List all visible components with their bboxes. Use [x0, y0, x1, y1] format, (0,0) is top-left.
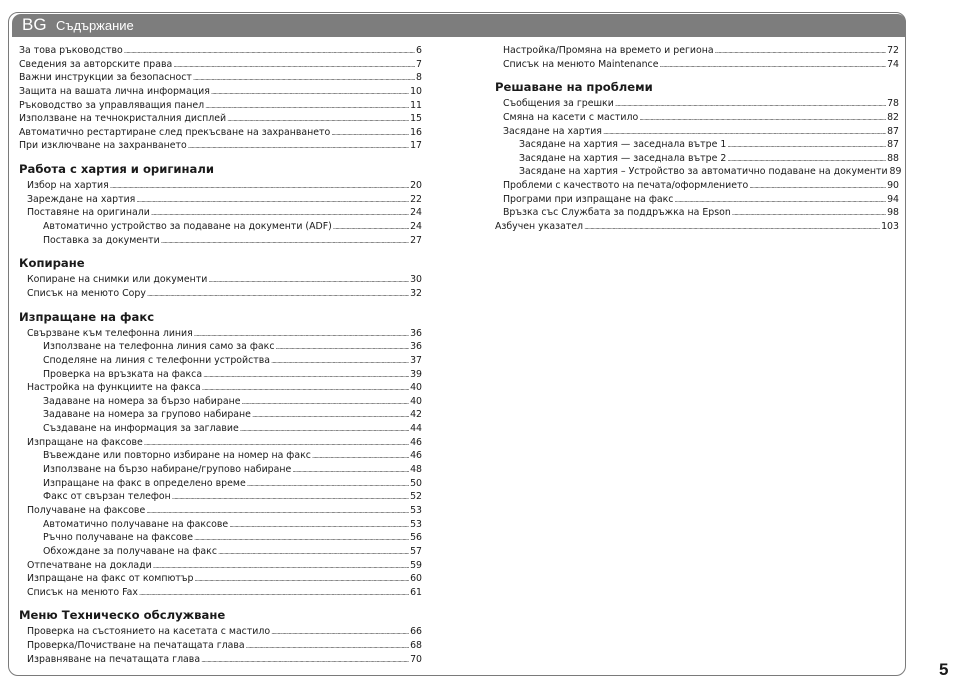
toc-entry-title: Засядане на хартия – Устройство за автоматично подаване на документи [519, 166, 888, 178]
dot-leader [193, 72, 415, 86]
toc-entry-page: 36 [410, 341, 422, 353]
toc-entry[interactable] [19, 58, 422, 72]
dot-leader [139, 587, 409, 601]
toc-entry-title: Изпращане на факс в определено време [43, 477, 246, 489]
toc-entry-page: 8 [416, 72, 422, 84]
dot-leader [211, 86, 409, 100]
dot-leader [151, 207, 409, 221]
dot-leader [715, 45, 886, 59]
toc-entry-page: 7 [416, 58, 422, 70]
toc-column-right [495, 44, 902, 234]
toc-entry[interactable] [19, 408, 422, 422]
toc-entry-page: 46 [410, 450, 422, 462]
toc-entry[interactable] [19, 381, 422, 395]
toc-entry-title: Автоматично получаване на факсове [43, 518, 229, 530]
toc-entry[interactable] [19, 327, 422, 341]
toc-entry-title: Засядане на хартия [503, 125, 602, 137]
toc-entry[interactable] [495, 138, 899, 152]
toc-section-heading: Работа с хартия и оригинали [19, 162, 214, 177]
toc-entry-page: 68 [410, 640, 422, 652]
toc-entry-page: 88 [887, 152, 899, 164]
toc-entry-title: Списък на менюто Copy [27, 287, 146, 299]
toc-entry[interactable] [495, 165, 902, 179]
toc-entry[interactable] [19, 112, 422, 126]
toc-entry-title: Изравняване на печатащата глава [27, 653, 201, 665]
toc-entry[interactable] [19, 490, 422, 504]
dot-leader [331, 127, 409, 141]
toc-entry-page: 82 [887, 111, 899, 123]
toc-entry[interactable] [19, 653, 422, 667]
dot-leader [639, 112, 886, 126]
toc-entry[interactable] [495, 152, 899, 166]
dot-leader [241, 396, 409, 410]
toc-entry[interactable] [495, 97, 899, 111]
toc-entry-page: 40 [410, 395, 422, 407]
dot-leader [252, 409, 409, 423]
toc-entry[interactable] [19, 179, 422, 193]
toc-entry-title: Автоматично устройство за подаване на документи (ADF) [43, 221, 332, 233]
toc-entry-title: Проблеми с качеството на печата/оформлението [503, 180, 749, 192]
toc-entry-title: Програми при изпращане на факс [503, 193, 674, 205]
toc-entry-title: Въвеждане или повторно избиране на номер на факс [43, 450, 311, 462]
toc-entry-page: 16 [410, 126, 422, 138]
toc-entry-page: 50 [410, 477, 422, 489]
toc-entry[interactable] [19, 504, 422, 518]
toc-entry-page: 53 [410, 504, 422, 516]
toc-entry[interactable] [19, 559, 422, 573]
page-header [12, 14, 906, 37]
dot-leader [110, 180, 409, 194]
dot-leader [172, 491, 409, 505]
dot-leader [333, 221, 409, 235]
toc-entry-title: Ръчно получаване на факсове [43, 532, 193, 544]
toc-entry-page: 40 [410, 382, 422, 394]
toc-entry-page: 36 [410, 327, 422, 339]
page-number: 5 [939, 660, 949, 679]
dot-leader [136, 194, 409, 208]
toc-entry[interactable] [19, 395, 422, 409]
dot-leader [161, 235, 409, 249]
toc-entry-title: Списък на менюто Maintenance [503, 58, 659, 70]
toc-entry-page: 59 [410, 559, 422, 571]
dot-leader [727, 139, 886, 153]
toc-entry[interactable] [19, 287, 422, 301]
toc-entry-title: Използване на течнокристалния дисплей [19, 113, 227, 125]
toc-entry[interactable] [19, 99, 422, 113]
dot-leader [194, 573, 409, 587]
toc-entry-page: 52 [410, 491, 422, 503]
toc-entry-page: 72 [887, 45, 899, 56]
toc-entry-page: 24 [410, 207, 422, 219]
language-code: BG [22, 15, 47, 34]
dot-leader [218, 546, 409, 560]
toc-entry[interactable] [19, 463, 422, 477]
toc-entry-title: Настройка/Промяна на времето и региона [503, 45, 714, 56]
toc-entry-page: 78 [887, 98, 899, 110]
dot-leader [203, 369, 409, 383]
toc-entry[interactable] [19, 206, 422, 220]
toc-entry[interactable] [19, 126, 422, 140]
toc-entry-title: Защита на вашата лична информация [19, 85, 210, 97]
toc-entry-page: 10 [410, 85, 422, 97]
dot-leader [202, 382, 409, 396]
dot-leader [727, 153, 886, 167]
dot-leader [749, 180, 886, 194]
toc-entry-title: За това ръководство [19, 45, 123, 56]
toc-entry-page: 30 [410, 274, 422, 286]
toc-entry-title: Задаване на номера за бързо набиране [43, 395, 241, 407]
toc-entry-title: Настройка на функциите на факса [27, 382, 201, 394]
toc-entry[interactable] [19, 340, 422, 354]
toc-entry[interactable] [19, 220, 422, 234]
toc-entry-title: Сведения за авторските права [19, 58, 173, 70]
toc-section-heading: Решаване на проблеми [495, 80, 653, 95]
toc-entry-page: 20 [410, 180, 422, 192]
dot-leader [194, 532, 409, 546]
dot-leader [659, 59, 886, 73]
toc-entry[interactable] [495, 58, 899, 72]
dot-leader [146, 505, 409, 519]
dot-leader [201, 654, 409, 668]
dot-leader [246, 640, 409, 654]
toc-entry-page: 22 [410, 193, 422, 205]
dot-leader [194, 328, 409, 342]
toc-entry-page: 90 [887, 180, 899, 192]
dot-leader [144, 437, 409, 451]
toc-entry-page: 42 [410, 409, 422, 421]
dot-leader [229, 519, 409, 533]
dot-leader [147, 288, 409, 302]
toc-entry-page: 39 [410, 368, 422, 380]
dot-leader [227, 113, 409, 127]
toc-entry[interactable] [19, 586, 422, 600]
dot-leader [292, 464, 409, 478]
toc-entry-title: Съобщения за грешки [503, 98, 614, 110]
dot-leader [615, 98, 886, 112]
toc-entry[interactable] [19, 368, 422, 382]
toc-entry-title: Смяна на касети с мастило [503, 111, 639, 123]
toc-entry-page: 56 [410, 532, 422, 544]
toc-entry[interactable] [495, 179, 899, 193]
toc-entry[interactable] [19, 193, 422, 207]
toc-entry[interactable] [19, 449, 422, 463]
toc-entry-title: Ръководство за управляващия панел [19, 99, 205, 111]
toc-entry[interactable] [495, 111, 899, 125]
toc-entry[interactable] [19, 85, 422, 99]
dot-leader [153, 560, 409, 574]
toc-entry-title: Факс от свързан телефон [43, 491, 171, 503]
dot-leader [674, 194, 886, 208]
dot-leader [603, 126, 886, 140]
toc-entry[interactable] [19, 422, 422, 436]
toc-entry-page: 57 [410, 545, 422, 557]
toc-entry-page: 24 [410, 221, 422, 233]
toc-entry-title: Използване на бързо набиране/групово набиране [43, 464, 292, 476]
toc-entry[interactable] [495, 44, 899, 58]
toc-entry-page: 60 [410, 573, 422, 585]
dot-leader [271, 355, 409, 369]
toc-entry-title: Проверка на състоянието на касетата с мастило [27, 626, 271, 638]
toc-entry[interactable] [19, 139, 422, 153]
page-title: Съдържание [56, 18, 134, 33]
toc-entry-title: Засядане на хартия — заседнала вътре 2 [519, 152, 727, 164]
toc-entry-page: 15 [410, 113, 422, 125]
toc-entry-title: Създаване на информация за заглавие [43, 423, 239, 435]
toc-entry-page: 48 [410, 464, 422, 476]
toc-entry-title: Свързване към телефонна линия [27, 327, 193, 339]
toc-entry-page: 87 [887, 125, 899, 137]
dot-leader [208, 274, 409, 288]
toc-entry-title: Зареждане на хартия [27, 193, 136, 205]
dot-leader [275, 341, 409, 355]
toc-entry-title: При изключване на захранването [19, 140, 187, 152]
toc-entry-page: 70 [410, 653, 422, 665]
toc-entry-title: Изпращане на факсове [27, 436, 143, 448]
toc-entry-title: Задаване на номера за групово набиране [43, 409, 251, 421]
dot-leader [271, 626, 409, 640]
toc-entry-page: 6 [416, 45, 422, 56]
toc-entry-page: 46 [410, 436, 422, 448]
toc-entry[interactable] [19, 273, 422, 287]
toc-section-heading: Меню Техническо обслужване [19, 608, 226, 623]
toc-entry[interactable] [495, 220, 899, 234]
toc-entry-page: 17 [410, 140, 422, 152]
toc-entry[interactable] [19, 436, 422, 450]
dot-leader [312, 450, 409, 464]
toc-entry-title: Използване на телефонна линия само за факс [43, 341, 275, 353]
toc-entry-page: 87 [887, 139, 899, 151]
toc-entry-page: 61 [410, 586, 422, 598]
toc-entry[interactable] [19, 531, 422, 545]
toc-entry-title: Проверка на връзката на факса [43, 368, 203, 380]
toc-entry-title: Получаване на факсове [27, 504, 146, 516]
toc-entry[interactable] [495, 125, 899, 139]
dot-leader [240, 423, 409, 437]
toc-entry-title: Засядане на хартия — заседнала вътре 1 [519, 139, 727, 151]
toc-entry[interactable] [19, 477, 422, 491]
toc-entry-title: Копиране на снимки или документи [27, 274, 208, 286]
toc-entry-page: 53 [410, 518, 422, 530]
toc-entry-title: Списък на менюто Fax [27, 586, 138, 598]
toc-entry-page: 74 [887, 58, 899, 70]
toc-entry[interactable] [19, 545, 422, 559]
toc-entry-title: Азбучен указател [495, 221, 584, 233]
toc-entry-title: Споделяне на линия с телефонни устройства [43, 354, 270, 366]
toc-entry[interactable] [19, 518, 422, 532]
toc-entry-page: 44 [410, 423, 422, 435]
dot-leader [173, 59, 415, 73]
toc-entry-title: Важни инструкции за безопасност [19, 72, 192, 84]
toc-entry-title: Отпечатване на доклади [27, 559, 152, 571]
toc-column-left [19, 44, 422, 666]
toc-section-heading: Копиране [19, 256, 85, 271]
toc-entry-title: Поставяне на оригинали [27, 207, 150, 219]
toc-entry[interactable] [19, 71, 422, 85]
toc-section-heading: Изпращане на факс [19, 309, 155, 324]
toc-entry-page: 66 [410, 626, 422, 638]
toc-entry-page: 94 [887, 193, 899, 205]
toc-entry-title: Връзка със Службата за поддръжка на Epson [503, 207, 731, 219]
toc-entry[interactable] [19, 44, 422, 58]
toc-entry-title: Изпращане на факс от компютър [27, 573, 194, 585]
toc-entry-title: Проверка/Почистване на печатащата глава [27, 640, 245, 652]
toc-entry-page: 27 [410, 234, 422, 246]
toc-entry-page: 32 [410, 287, 422, 299]
toc-entry[interactable] [495, 193, 899, 207]
toc-entry-page: 11 [410, 99, 422, 111]
toc-entry-title: Обхождане за получаване на факс [43, 545, 217, 557]
toc-entry-title: Избор на хартия [27, 180, 109, 192]
toc-entry-page: 98 [887, 207, 899, 219]
toc-entry-page: 37 [410, 354, 422, 366]
toc-entry[interactable] [19, 234, 422, 248]
dot-leader [124, 45, 415, 59]
toc-entry[interactable] [19, 625, 422, 639]
dot-leader [188, 140, 409, 154]
dot-leader [247, 478, 409, 492]
dot-leader [205, 100, 409, 114]
toc-entry-page: 89 [889, 166, 902, 178]
toc-entry[interactable] [19, 572, 422, 586]
toc-entry[interactable] [495, 206, 899, 220]
dot-leader [732, 207, 886, 221]
toc-entry[interactable] [19, 354, 422, 368]
toc-entry-page: 103 [881, 221, 899, 233]
toc-entry-title: Автоматично рестартиране след прекъсване на захранването [19, 126, 331, 138]
toc-entry[interactable] [19, 639, 422, 653]
toc-entry-title: Поставка за документи [43, 234, 160, 246]
dot-leader [584, 221, 880, 235]
